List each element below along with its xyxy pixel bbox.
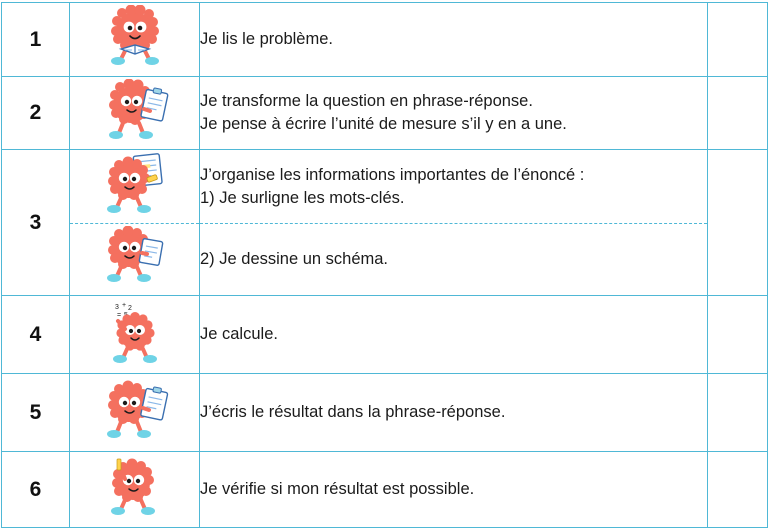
- step-text: [200, 3, 708, 77]
- monster-drawing-notepad-icon: [95, 226, 175, 293]
- step-text-line: J’organise les informations importantes de l’énoncé :: [200, 165, 585, 184]
- svg-text:2: 2: [127, 305, 132, 312]
- step-checkbox-cell[interactable]: [708, 296, 768, 374]
- step-text-line: Je vérifie si mon résultat est possible.: [200, 480, 475, 499]
- table-row: [2, 150, 768, 224]
- step-illustration: [70, 3, 200, 77]
- step-text-line: Je pense à écrire l’unité de mesure s’il y en a une.: [200, 115, 567, 133]
- svg-text:3: 3: [114, 304, 119, 311]
- step-number: 5: [2, 374, 70, 452]
- step-number: 4: [2, 296, 70, 374]
- step-checkbox-cell[interactable]: [708, 77, 768, 150]
- svg-text:+: +: [121, 302, 126, 309]
- monster-highlighting-icon: [95, 151, 175, 222]
- monster-writing-clipboard-icon: [95, 79, 175, 148]
- step-text-line: Je lis le problème.: [200, 30, 333, 49]
- step-number: 1: [2, 3, 70, 77]
- step-illustration: [70, 224, 200, 296]
- step-number: 3: [2, 150, 70, 296]
- step-text-line: 1) Je surligne les mots-clés.: [200, 188, 405, 207]
- step-text-line: Je transforme la question en phrase-réponse.: [200, 92, 533, 111]
- step-text: [200, 150, 708, 224]
- step-text: [200, 296, 708, 374]
- step-checkbox-cell[interactable]: [708, 150, 768, 296]
- table-row: [2, 296, 768, 374]
- step-text: [200, 224, 708, 296]
- step-text-line: 2) Je dessine un schéma.: [200, 250, 389, 269]
- step-checkbox-cell[interactable]: [708, 374, 768, 452]
- step-text-line: J’écris le résultat dans la phrase-réponse.: [200, 403, 506, 422]
- monster-reading-book-icon: [95, 5, 175, 74]
- step-checkbox-cell[interactable]: [708, 452, 768, 528]
- table-row: [2, 374, 768, 452]
- step-number: 6: [2, 452, 70, 528]
- table-row: [2, 77, 768, 150]
- step-illustration: [70, 452, 200, 528]
- step-illustration: [70, 77, 200, 150]
- svg-text:=: =: [116, 312, 121, 319]
- step-illustration: [70, 374, 200, 452]
- table-row: [2, 224, 768, 296]
- monster-checking-icon: [95, 455, 175, 524]
- step-illustration: [70, 296, 200, 374]
- step-checkbox-cell[interactable]: [708, 3, 768, 77]
- table-row: [2, 3, 768, 77]
- step-text: [200, 452, 708, 528]
- steps-table: [1, 2, 768, 528]
- step-illustration: [70, 150, 200, 224]
- worksheet-page: [0, 2, 768, 529]
- step-text: [200, 77, 708, 150]
- monster-writing-result-icon: [95, 377, 175, 448]
- step-text-line: Je calcule.: [200, 325, 278, 344]
- monster-calculating-icon: [95, 299, 175, 370]
- step-number: 2: [2, 77, 70, 150]
- step-text: [200, 374, 708, 452]
- table-row: [2, 452, 768, 528]
